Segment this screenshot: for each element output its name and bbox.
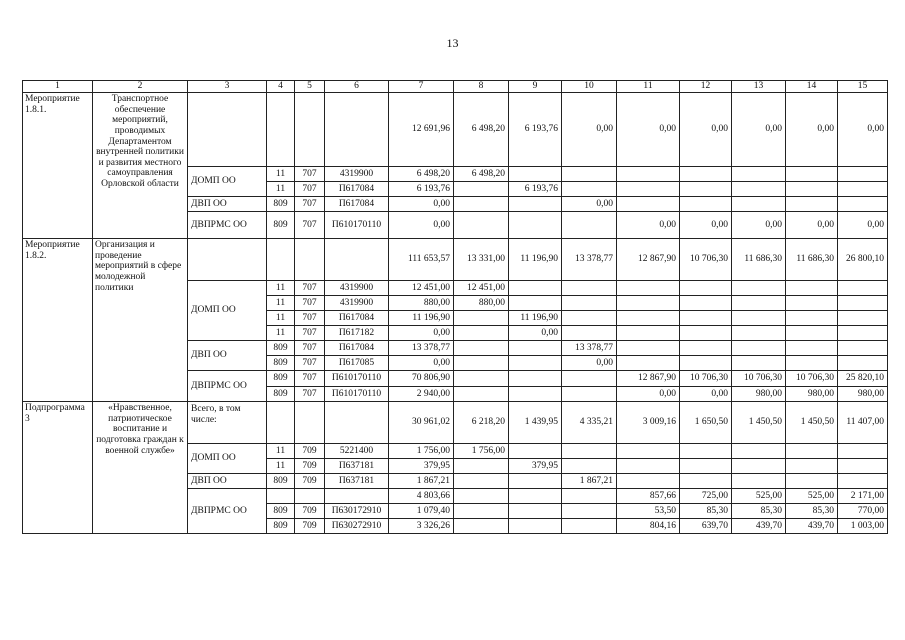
activity-name: Мероприятие 1.8.2. xyxy=(23,239,93,402)
activity-description: «Нравственное, патриотическое воспитание и подготовка граждан к военной службе» xyxy=(93,402,188,534)
value-cell xyxy=(617,167,680,182)
value-cell xyxy=(562,311,617,326)
value-cell xyxy=(617,459,680,474)
code-section: 709 xyxy=(295,504,325,519)
code-target: 4319900 xyxy=(325,296,389,311)
value-cell xyxy=(838,341,888,356)
code-section: 707 xyxy=(295,197,325,212)
value-cell xyxy=(509,519,562,534)
value-cell: 11 196,90 xyxy=(509,239,562,281)
value-cell: 0,00 xyxy=(562,197,617,212)
value-cell: 379,95 xyxy=(389,459,454,474)
value-cell: 6 498,20 xyxy=(454,93,509,167)
value-cell: 6 498,20 xyxy=(389,167,454,182)
value-cell: 1 450,50 xyxy=(786,402,838,444)
code-target: 4319900 xyxy=(325,281,389,296)
value-cell: 980,00 xyxy=(786,387,838,402)
code-section: 707 xyxy=(295,311,325,326)
executor-label: ДВПРМС ОО xyxy=(188,371,267,402)
code-section: 709 xyxy=(295,459,325,474)
code-target: П637181 xyxy=(325,474,389,489)
value-cell: 0,00 xyxy=(786,93,838,167)
header-cell-6: 6 xyxy=(325,81,389,93)
code-target xyxy=(325,489,389,504)
value-cell xyxy=(786,444,838,459)
value-cell xyxy=(732,311,786,326)
value-cell xyxy=(562,296,617,311)
value-cell xyxy=(617,326,680,341)
header-cell-9: 9 xyxy=(509,81,562,93)
value-cell: 639,70 xyxy=(680,519,732,534)
header-row xyxy=(23,81,888,93)
value-cell xyxy=(454,311,509,326)
value-cell: 30 961,02 xyxy=(389,402,454,444)
value-cell: 10 706,30 xyxy=(786,371,838,387)
value-cell: 13 331,00 xyxy=(454,239,509,281)
value-cell: 0,00 xyxy=(786,212,838,239)
value-cell: 13 378,77 xyxy=(389,341,454,356)
header-cell-2: 2 xyxy=(93,81,188,93)
code-admin: 809 xyxy=(267,197,295,212)
activity-name: Подпрограмма 3 xyxy=(23,402,93,534)
value-cell: 6 193,76 xyxy=(509,182,562,197)
code-target: П617084 xyxy=(325,197,389,212)
value-cell xyxy=(786,197,838,212)
value-cell: 1 756,00 xyxy=(389,444,454,459)
code-target: П630272910 xyxy=(325,519,389,534)
code-admin: 11 xyxy=(267,167,295,182)
code-section xyxy=(295,402,325,444)
value-cell xyxy=(509,296,562,311)
value-cell xyxy=(838,197,888,212)
value-cell xyxy=(617,444,680,459)
code-target: 4319900 xyxy=(325,167,389,182)
value-cell: 25 820,10 xyxy=(838,371,888,387)
value-cell: 0,00 xyxy=(617,212,680,239)
header-cell-7: 7 xyxy=(389,81,454,93)
value-cell xyxy=(680,167,732,182)
header-cell-5: 5 xyxy=(295,81,325,93)
value-cell: 85,30 xyxy=(786,504,838,519)
code-target: П617182 xyxy=(325,326,389,341)
value-cell xyxy=(509,489,562,504)
value-cell xyxy=(562,489,617,504)
value-cell xyxy=(732,326,786,341)
code-target: П610170110 xyxy=(325,212,389,239)
header-cell-11: 11 xyxy=(617,81,680,93)
value-cell xyxy=(838,326,888,341)
value-cell xyxy=(509,504,562,519)
value-cell xyxy=(617,281,680,296)
value-cell: 11 686,30 xyxy=(732,239,786,281)
code-target xyxy=(325,402,389,444)
value-cell: 525,00 xyxy=(786,489,838,504)
activity-description: Транспортное обеспечение мероприятий, проводимых Департаментом внутренней политики и развития местного самоуправления Орловской области xyxy=(93,93,188,239)
value-cell xyxy=(786,459,838,474)
value-cell xyxy=(732,197,786,212)
value-cell xyxy=(680,341,732,356)
value-cell xyxy=(680,444,732,459)
table-row xyxy=(23,93,888,167)
code-target xyxy=(325,239,389,281)
header-cell-15: 15 xyxy=(838,81,888,93)
value-cell: 0,00 xyxy=(838,93,888,167)
value-cell xyxy=(838,167,888,182)
value-cell: 12 867,90 xyxy=(617,239,680,281)
value-cell: 1 867,21 xyxy=(389,474,454,489)
executor-label xyxy=(188,93,267,167)
code-section: 709 xyxy=(295,519,325,534)
value-cell: 6 193,76 xyxy=(389,182,454,197)
code-section: 707 xyxy=(295,341,325,356)
code-admin: 809 xyxy=(267,371,295,387)
value-cell xyxy=(786,474,838,489)
value-cell xyxy=(509,167,562,182)
value-cell: 6 193,76 xyxy=(509,93,562,167)
value-cell: 0,00 xyxy=(509,326,562,341)
value-cell xyxy=(838,281,888,296)
value-cell xyxy=(838,459,888,474)
value-cell: 439,70 xyxy=(786,519,838,534)
executor-label: ДВП ОО xyxy=(188,474,267,489)
code-section: 707 xyxy=(295,167,325,182)
value-cell: 11 686,30 xyxy=(786,239,838,281)
value-cell: 0,00 xyxy=(732,212,786,239)
value-cell: 4 335,21 xyxy=(562,402,617,444)
value-cell xyxy=(562,167,617,182)
value-cell xyxy=(786,182,838,197)
value-cell: 770,00 xyxy=(838,504,888,519)
value-cell: 2 171,00 xyxy=(838,489,888,504)
code-admin: 11 xyxy=(267,296,295,311)
value-cell xyxy=(454,371,509,387)
value-cell: 6 498,20 xyxy=(454,167,509,182)
value-cell: 379,95 xyxy=(509,459,562,474)
value-cell xyxy=(454,519,509,534)
value-cell xyxy=(838,444,888,459)
value-cell xyxy=(838,311,888,326)
code-admin: 11 xyxy=(267,444,295,459)
executor-label: ДОМП ОО xyxy=(188,444,267,474)
value-cell xyxy=(680,281,732,296)
code-target: П617084 xyxy=(325,341,389,356)
value-cell xyxy=(562,371,617,387)
value-cell: 2 940,00 xyxy=(389,387,454,402)
value-cell: 1 079,40 xyxy=(389,504,454,519)
value-cell: 12 451,00 xyxy=(389,281,454,296)
value-cell: 0,00 xyxy=(680,93,732,167)
value-cell: 13 378,77 xyxy=(562,341,617,356)
value-cell xyxy=(732,474,786,489)
value-cell xyxy=(617,311,680,326)
value-cell: 11 196,90 xyxy=(389,311,454,326)
code-section xyxy=(295,489,325,504)
value-cell xyxy=(562,212,617,239)
activity-description: Организация и проведение мероприятий в сфере молодежной политики xyxy=(93,239,188,402)
value-cell xyxy=(786,281,838,296)
value-cell xyxy=(509,281,562,296)
value-cell: 0,00 xyxy=(562,356,617,371)
code-section: 707 xyxy=(295,296,325,311)
value-cell xyxy=(454,387,509,402)
value-cell xyxy=(680,474,732,489)
value-cell xyxy=(454,197,509,212)
value-cell: 525,00 xyxy=(732,489,786,504)
value-cell xyxy=(732,341,786,356)
value-cell: 880,00 xyxy=(389,296,454,311)
value-cell: 439,70 xyxy=(732,519,786,534)
value-cell xyxy=(838,296,888,311)
table-body xyxy=(23,81,888,534)
code-target: П610170110 xyxy=(325,387,389,402)
value-cell: 1 756,00 xyxy=(454,444,509,459)
value-cell xyxy=(732,459,786,474)
value-cell xyxy=(680,356,732,371)
value-cell xyxy=(509,341,562,356)
value-cell xyxy=(786,167,838,182)
executor-label: ДВП ОО xyxy=(188,197,267,212)
code-admin xyxy=(267,93,295,167)
code-admin: 809 xyxy=(267,212,295,239)
value-cell xyxy=(617,341,680,356)
value-cell: 111 653,57 xyxy=(389,239,454,281)
value-cell xyxy=(838,474,888,489)
value-cell: 1 439,95 xyxy=(509,402,562,444)
value-cell: 0,00 xyxy=(680,387,732,402)
value-cell xyxy=(732,444,786,459)
value-cell xyxy=(509,371,562,387)
code-admin: 11 xyxy=(267,281,295,296)
value-cell xyxy=(680,182,732,197)
code-target: П637181 xyxy=(325,459,389,474)
value-cell xyxy=(680,326,732,341)
code-section: 707 xyxy=(295,356,325,371)
value-cell xyxy=(509,387,562,402)
code-target: П617085 xyxy=(325,356,389,371)
value-cell: 12 691,96 xyxy=(389,93,454,167)
value-cell xyxy=(562,326,617,341)
budget-table xyxy=(22,80,888,534)
value-cell: 11 407,00 xyxy=(838,402,888,444)
value-cell: 3 326,26 xyxy=(389,519,454,534)
code-section: 709 xyxy=(295,474,325,489)
value-cell: 10 706,30 xyxy=(732,371,786,387)
code-section: 707 xyxy=(295,281,325,296)
header-cell-10: 10 xyxy=(562,81,617,93)
value-cell: 4 803,66 xyxy=(389,489,454,504)
value-cell xyxy=(454,474,509,489)
activity-name: Мероприятие 1.8.1. xyxy=(23,93,93,239)
code-admin: 809 xyxy=(267,341,295,356)
value-cell: 0,00 xyxy=(680,212,732,239)
code-target xyxy=(325,93,389,167)
value-cell: 0,00 xyxy=(389,326,454,341)
code-admin: 11 xyxy=(267,326,295,341)
header-cell-8: 8 xyxy=(454,81,509,93)
code-admin: 11 xyxy=(267,459,295,474)
code-admin xyxy=(267,402,295,444)
value-cell xyxy=(732,281,786,296)
executor-label: ДВПРМС ОО xyxy=(188,212,267,239)
code-target: П610170110 xyxy=(325,371,389,387)
value-cell: 6 218,20 xyxy=(454,402,509,444)
value-cell: 85,30 xyxy=(732,504,786,519)
value-cell xyxy=(562,281,617,296)
value-cell xyxy=(732,167,786,182)
value-cell xyxy=(509,474,562,489)
value-cell xyxy=(509,197,562,212)
header-cell-4: 4 xyxy=(267,81,295,93)
header-cell-12: 12 xyxy=(680,81,732,93)
value-cell xyxy=(562,519,617,534)
value-cell: 980,00 xyxy=(838,387,888,402)
executor-label: ДОМП ОО xyxy=(188,281,267,341)
value-cell xyxy=(680,296,732,311)
value-cell xyxy=(680,459,732,474)
value-cell: 857,66 xyxy=(617,489,680,504)
value-cell: 13 378,77 xyxy=(562,239,617,281)
value-cell: 3 009,16 xyxy=(617,402,680,444)
value-cell xyxy=(680,311,732,326)
header-cell-3: 3 xyxy=(188,81,267,93)
value-cell xyxy=(786,311,838,326)
value-cell: 0,00 xyxy=(732,93,786,167)
code-target: П617084 xyxy=(325,311,389,326)
value-cell xyxy=(732,296,786,311)
value-cell xyxy=(786,356,838,371)
value-cell xyxy=(617,474,680,489)
code-admin xyxy=(267,239,295,281)
value-cell: 0,00 xyxy=(389,212,454,239)
value-cell: 0,00 xyxy=(389,197,454,212)
value-cell xyxy=(562,504,617,519)
value-cell xyxy=(454,326,509,341)
value-cell xyxy=(617,197,680,212)
value-cell xyxy=(680,197,732,212)
page-number: 13 xyxy=(446,36,459,50)
code-admin: 809 xyxy=(267,356,295,371)
value-cell xyxy=(617,296,680,311)
value-cell: 11 196,90 xyxy=(509,311,562,326)
value-cell xyxy=(838,182,888,197)
executor-label: ДОМП ОО xyxy=(188,167,267,197)
executor-label: ДВП ОО xyxy=(188,341,267,371)
code-admin: 809 xyxy=(267,504,295,519)
value-cell xyxy=(454,504,509,519)
code-section xyxy=(295,93,325,167)
value-cell xyxy=(454,182,509,197)
code-target: П617084 xyxy=(325,182,389,197)
value-cell: 1 867,21 xyxy=(562,474,617,489)
value-cell: 880,00 xyxy=(454,296,509,311)
value-cell: 0,00 xyxy=(617,93,680,167)
value-cell xyxy=(562,182,617,197)
value-cell: 1 450,50 xyxy=(732,402,786,444)
code-target: 5221400 xyxy=(325,444,389,459)
value-cell: 26 800,10 xyxy=(838,239,888,281)
code-section: 707 xyxy=(295,212,325,239)
value-cell xyxy=(454,341,509,356)
value-cell: 53,50 xyxy=(617,504,680,519)
value-cell xyxy=(838,356,888,371)
table-row xyxy=(23,239,888,281)
value-cell: 12 867,90 xyxy=(617,371,680,387)
code-section xyxy=(295,239,325,281)
value-cell: 85,30 xyxy=(680,504,732,519)
value-cell xyxy=(454,489,509,504)
executor-label xyxy=(188,239,267,281)
code-section: 707 xyxy=(295,387,325,402)
code-admin: 809 xyxy=(267,474,295,489)
header-cell-14: 14 xyxy=(786,81,838,93)
value-cell xyxy=(617,182,680,197)
value-cell xyxy=(562,459,617,474)
value-cell xyxy=(562,387,617,402)
value-cell: 10 706,30 xyxy=(680,239,732,281)
value-cell: 0,00 xyxy=(838,212,888,239)
value-cell xyxy=(454,356,509,371)
value-cell xyxy=(732,182,786,197)
header-cell-13: 13 xyxy=(732,81,786,93)
code-section: 709 xyxy=(295,444,325,459)
code-admin: 809 xyxy=(267,387,295,402)
code-admin: 11 xyxy=(267,311,295,326)
value-cell: 70 806,90 xyxy=(389,371,454,387)
value-cell xyxy=(454,459,509,474)
value-cell: 10 706,30 xyxy=(680,371,732,387)
value-cell xyxy=(786,296,838,311)
value-cell xyxy=(786,341,838,356)
value-cell xyxy=(454,212,509,239)
code-target: П630172910 xyxy=(325,504,389,519)
value-cell xyxy=(509,212,562,239)
value-cell xyxy=(732,356,786,371)
value-cell: 1 003,00 xyxy=(838,519,888,534)
value-cell: 0,00 xyxy=(617,387,680,402)
executor-label: Всего, в том числе: xyxy=(188,402,267,444)
code-admin: 809 xyxy=(267,519,295,534)
value-cell: 725,00 xyxy=(680,489,732,504)
value-cell xyxy=(509,356,562,371)
value-cell: 0,00 xyxy=(562,93,617,167)
value-cell xyxy=(562,444,617,459)
value-cell: 12 451,00 xyxy=(454,281,509,296)
header-cell-1: 1 xyxy=(23,81,93,93)
executor-label: ДВПРМС ОО xyxy=(188,489,267,534)
code-admin xyxy=(267,489,295,504)
value-cell xyxy=(617,356,680,371)
value-cell xyxy=(509,444,562,459)
code-section: 707 xyxy=(295,371,325,387)
table-row xyxy=(23,402,888,444)
code-section: 707 xyxy=(295,326,325,341)
code-section: 707 xyxy=(295,182,325,197)
value-cell: 980,00 xyxy=(732,387,786,402)
value-cell: 0,00 xyxy=(389,356,454,371)
value-cell: 1 650,50 xyxy=(680,402,732,444)
value-cell xyxy=(786,326,838,341)
value-cell: 804,16 xyxy=(617,519,680,534)
code-admin: 11 xyxy=(267,182,295,197)
